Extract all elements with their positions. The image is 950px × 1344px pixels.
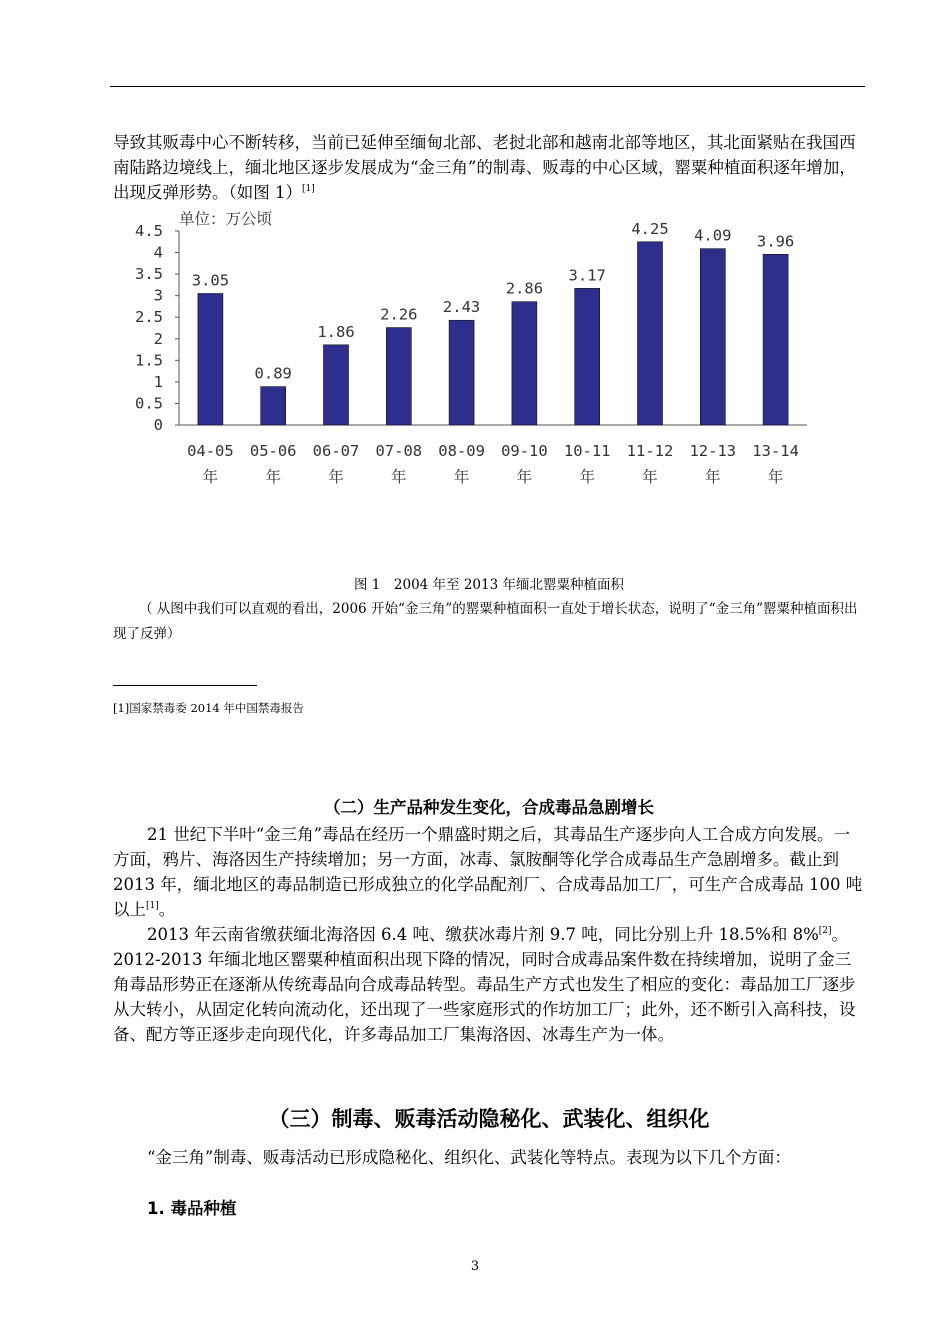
section2-heading: （二）生产品种发生变化，合成毒品急剧增长: [324, 798, 654, 817]
chart-unit-label: 单位：万公顷: [179, 210, 273, 228]
data-label: 0.89: [254, 364, 292, 383]
data-label: 2.26: [380, 305, 418, 324]
figure-caption: 图 1 2004 年至 2013 年缅北罂粟种植面积: [354, 577, 624, 593]
x-tick-label: 11-12: [626, 442, 674, 460]
bar: [261, 387, 286, 425]
data-label: 3.17: [568, 266, 606, 285]
bar: [575, 288, 600, 425]
section2-paragraph1: 21 世纪下半叶“金三角”毒品在经历一个鼎盛时期之后，其毒品生产逐步向人工合成方向发展。一方面，鸦片、海洛因生产持续增加；另一方面，冰毒、氯胺酮等化学合成毒品生产急剧增多。截止到 2013 年，缅北地区的毒品制造已形成独立的化学品配剂厂、合成毒品加工厂，可生产合成毒品 100 吨以上[1]。: [113, 825, 863, 919]
figure-note: （ 从图中我们可以直观的看出，2006 开始“金三角”的罂粟种植面积一直处于增长状态，说明了“金三角”罂粟种植面积出现了反弹）: [113, 601, 858, 642]
x-tick-label: 07-08: [375, 442, 423, 460]
footnote-rule: [113, 685, 257, 686]
x-tick-label-year: 年: [579, 468, 595, 486]
y-tick-label: 0: [153, 416, 163, 434]
y-tick-label: 1.5: [135, 351, 163, 370]
y-tick-label: 2.5: [135, 308, 163, 327]
x-tick-label-year: 年: [516, 468, 533, 486]
data-label: 3.96: [756, 232, 795, 251]
x-tick-label-year: 年: [705, 468, 721, 486]
data-label: 4.25: [631, 219, 669, 238]
x-tick-label: 06-07: [312, 442, 360, 460]
x-tick-label-year: 年: [767, 468, 784, 486]
data-label: 2.43: [442, 298, 481, 317]
x-tick-label: 09-10: [501, 442, 548, 460]
x-tick-label-year: 年: [453, 468, 470, 486]
data-label: 1.86: [317, 322, 355, 341]
chart-bars: [198, 242, 788, 425]
page-number: 3: [470, 1259, 480, 1274]
data-label: 4.09: [694, 226, 732, 245]
bar: [638, 242, 663, 425]
poppy-area-bar-chart: [113, 206, 813, 506]
data-label: 2.86: [505, 279, 544, 298]
intro-paragraph: 导致其贩毒中心不断转移，当前已延伸至缅甸北部、老挝北部和越南北部等地区，其北面紧贴在我国西南陆路边境线上，缅北地区逐步发展成为“金三角”的制毒、贩毒的中心区域，罂粟种植面积逐年增加，出现反弹形势。（如图 1）[1]: [113, 133, 856, 202]
x-tick-label: 12-13: [689, 442, 737, 460]
y-tick-label: 3: [153, 286, 163, 305]
x-tick-label-year: 年: [202, 468, 219, 486]
section3-paragraph: “金三角”制毒、贩毒活动已形成隐秘化、组织化、武装化等特点。表现为以下几个方面：: [147, 1148, 791, 1167]
y-tick-label: 3.5: [135, 265, 163, 284]
y-tick-label: 4.5: [135, 222, 163, 240]
x-tick-label: 08-09: [438, 442, 485, 460]
footnote: [1]国家禁毒委 2014 年中国禁毒报告: [113, 701, 304, 715]
intro-footnote-ref: [1]: [302, 184, 315, 194]
bar: [700, 249, 725, 425]
x-tick-label: 13-14: [752, 442, 799, 460]
section2-ref1: [1]: [146, 901, 159, 911]
x-tick-label-year: 年: [642, 468, 658, 486]
section3-heading: （三）制毒、贩毒活动隐秘化、武装化、组织化: [268, 1107, 710, 1131]
x-tick-label: 05-06: [249, 442, 297, 460]
bar: [386, 328, 411, 425]
x-tick-label-year: 年: [265, 468, 281, 486]
x-tick-label: 04-05: [187, 442, 234, 460]
y-tick-label: 4: [153, 243, 163, 262]
x-tick-label-year: 年: [391, 468, 407, 486]
bar: [512, 302, 537, 425]
y-tick-label: 0.5: [135, 394, 163, 413]
header-rule: [110, 86, 865, 87]
y-tick-label: 2: [153, 329, 163, 348]
bar: [449, 320, 474, 425]
bar: [198, 294, 223, 425]
section2-ref2: [2]: [818, 926, 832, 936]
bar: [324, 345, 349, 425]
bar: [763, 254, 788, 425]
section3-subheading: 1. 毒品种植: [147, 1199, 237, 1218]
x-tick-label: 10-11: [563, 442, 611, 460]
y-tick-label: 1: [153, 372, 163, 391]
data-label: 3.05: [191, 271, 230, 290]
x-tick-label-year: 年: [328, 468, 344, 486]
section2-paragraph2: 2013 年云南省缴获缅北海洛因 6.4 吨、缴获冰毒片剂 9.7 吨，同比分别上升 18.5%和 8%[2]。2012-2013 年缅北地区罂粟种植面积出现下降的情况，同时合成毒品案件数在持续增加，说明了金三角毒品形势正在逐渐从传统毒品向合成毒品转型。毒品生产方式也发生了相应的变化：毒品加工厂逐步从大转小，从固定化转向流动化，还出现了一些家庭形式的作坊加工厂；此外，还不断引入高科技，设备、配方等正逐步走向现代化，许多毒品加工厂集海洛因、冰毒生产为一体。: [113, 925, 856, 1044]
